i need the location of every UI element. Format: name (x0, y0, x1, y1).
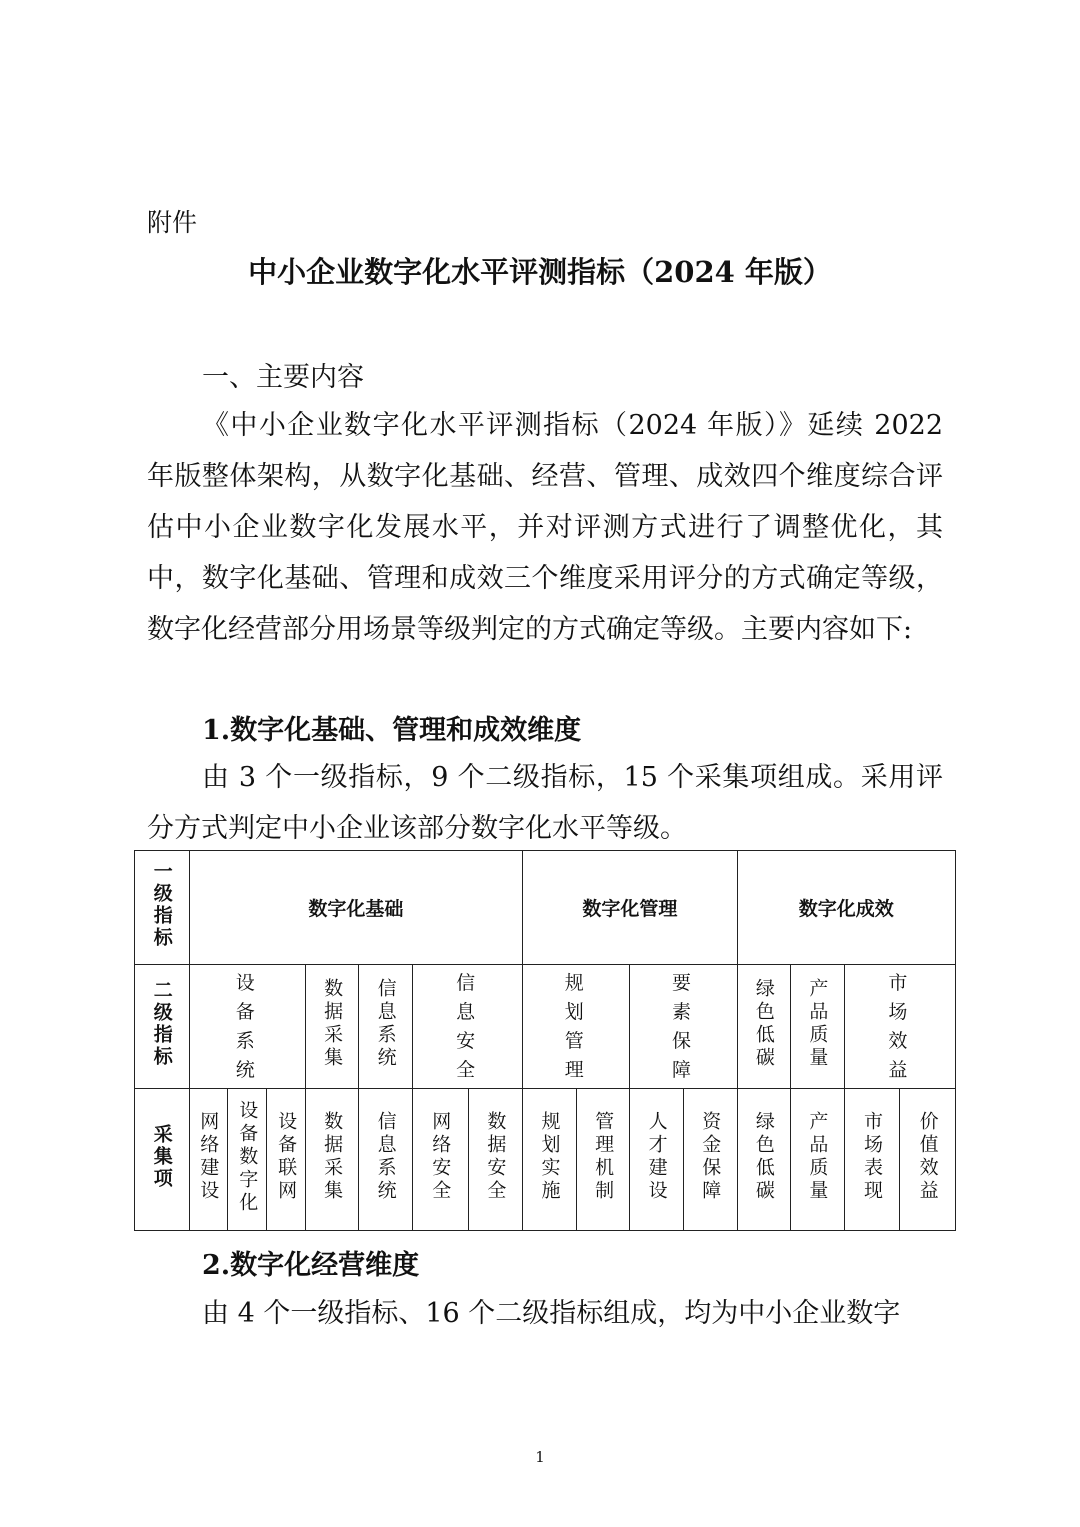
part1-paragraph: 由 3 个一级指标，9 个二级指标，15 个采集项组成。采用评分方式判定中小企业该部分数字化水平等级。 (147, 762, 943, 844)
level2-cell: 规划管理 (523, 965, 630, 1089)
item-cell: 数据安全 (468, 1089, 523, 1231)
item-cell: 市场表现 (844, 1089, 900, 1231)
level2-cell: 要素保障 (630, 965, 737, 1089)
item-cell: 设备联网 (267, 1089, 305, 1231)
level2-cell: 绿色低碳 (737, 965, 791, 1089)
section-heading-main-content: 一、主要内容 (202, 362, 364, 393)
item-cell: 价值效益 (900, 1089, 956, 1231)
table-row-level1 (135, 851, 956, 965)
row-header-level2: 二级指标 (135, 965, 190, 1089)
attachment-label: 附件 (147, 208, 198, 237)
row-header-level1: 一级指标 (135, 851, 190, 965)
item-cell: 管理机制 (576, 1089, 630, 1231)
level2-cell: 数据采集 (305, 965, 359, 1089)
item-cell: 网络建设 (189, 1089, 227, 1231)
level1-cell: 数字化管理 (523, 851, 737, 965)
indicator-table (134, 850, 956, 1231)
level1-cell: 数字化基础 (189, 851, 523, 965)
item-cell: 资金保障 (683, 1089, 737, 1231)
item-cell: 规划实施 (523, 1089, 577, 1231)
level1-cell: 数字化成效 (737, 851, 955, 965)
intro-paragraph: 《中小企业数字化水平评测指标（2024 年版）》延续 2022 年版整体架构，从数字化基础、经营、管理、成效四个维度综合评估中小企业数字化发展水平，并对评测方式进行了调整优化，其中，数字化基础、管理和成效三个维度采用评分的方式确定等级，数字化经营部分用场景等级判定的方式确定等级。主要内容如下: (147, 410, 943, 645)
item-cell: 信息系统 (359, 1089, 413, 1231)
row-header-items: 采集项 (135, 1089, 190, 1231)
part2-heading: 2.数字化经营维度 (202, 1250, 420, 1281)
table-row-level2 (135, 965, 956, 1089)
level2-cell: 设备系统 (189, 965, 305, 1089)
page-number: 1 (535, 1448, 545, 1466)
item-cell: 网络安全 (412, 1089, 468, 1231)
level2-cell: 市场效益 (844, 965, 955, 1089)
document-title: 中小企业数字化水平评测指标（2024 年版） (248, 255, 832, 289)
item-cell: 数据采集 (305, 1089, 359, 1231)
part2-paragraph: 由 4 个一级指标、16 个二级指标组成，均为中小企业数字 (202, 1298, 901, 1329)
part1-heading: 1.数字化基础、管理和成效维度 (202, 715, 582, 746)
item-cell: 产品质量 (791, 1089, 845, 1231)
table-row-items (135, 1089, 956, 1231)
level2-cell: 产品质量 (791, 965, 845, 1089)
level2-cell: 信息安全 (412, 965, 522, 1089)
item-cell: 设备数字化 (227, 1089, 266, 1231)
item-cell: 绿色低碳 (737, 1089, 791, 1231)
item-cell: 人才建设 (630, 1089, 684, 1231)
level2-cell: 信息系统 (359, 965, 413, 1089)
